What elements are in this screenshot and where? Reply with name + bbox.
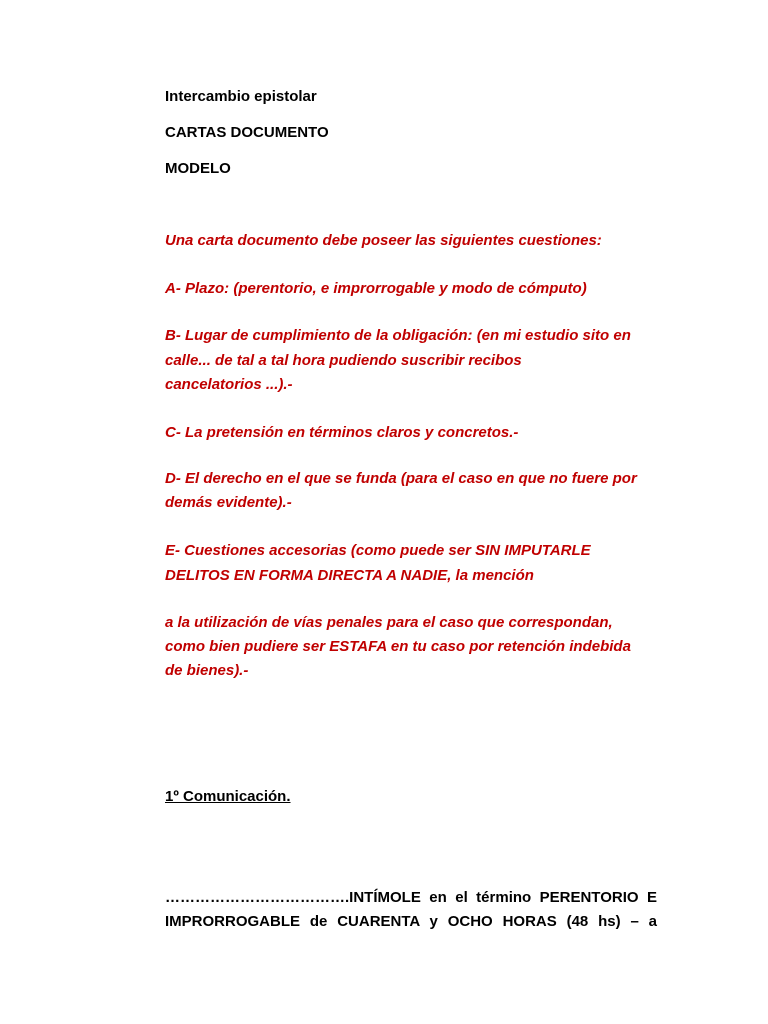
requirements-intro: Una carta documento debe poseer las siguientes cuestiones: [165, 232, 602, 249]
requirement-e-cont-line-3: de bienes).- [165, 662, 249, 679]
requirement-d-line-1: D- El derecho en el que se funda (para el caso en que no fuere por [165, 470, 637, 487]
requirement-b-line-1: B- Lugar de cumplimiento de la obligación: (en mi estudio sito en [165, 327, 631, 344]
document-title: Intercambio epistolar [165, 88, 317, 105]
requirement-b-line-3: cancelatorios ...).- [165, 376, 293, 393]
requirement-b-line-2: calle... de tal a tal hora pudiendo suscribir recibos [165, 352, 522, 369]
communication-body-line-2: IMPRORROGABLE de CUARENTA y OCHO HORAS (48 hs) – a [165, 913, 657, 930]
requirement-d-line-2: demás evidente).- [165, 494, 292, 511]
communication-heading: 1º Comunicación. [165, 788, 291, 805]
requirement-c: C- La pretensión en términos claros y concretos.- [165, 424, 519, 441]
requirement-e-cont-line-1: a la utilización de vías penales para el caso que correspondan, [165, 614, 613, 631]
document-subtitle: CARTAS DOCUMENTO [165, 124, 329, 141]
requirement-e-line-1: E- Cuestiones accesorias (como puede ser SIN IMPUTARLE [165, 542, 591, 559]
document-label: MODELO [165, 160, 231, 177]
requirement-e-line-2: DELITOS EN FORMA DIRECTA A NADIE, la mención [165, 567, 534, 584]
requirement-e-cont-line-2: como bien pudiere ser ESTAFA en tu caso por retención indebida [165, 638, 631, 655]
requirement-a: A- Plazo: (perentorio, e improrrogable y modo de cómputo) [165, 280, 587, 297]
communication-body-line-1: ……………………………….INTÍMOLE en el término PERENTORIO E [165, 889, 657, 906]
